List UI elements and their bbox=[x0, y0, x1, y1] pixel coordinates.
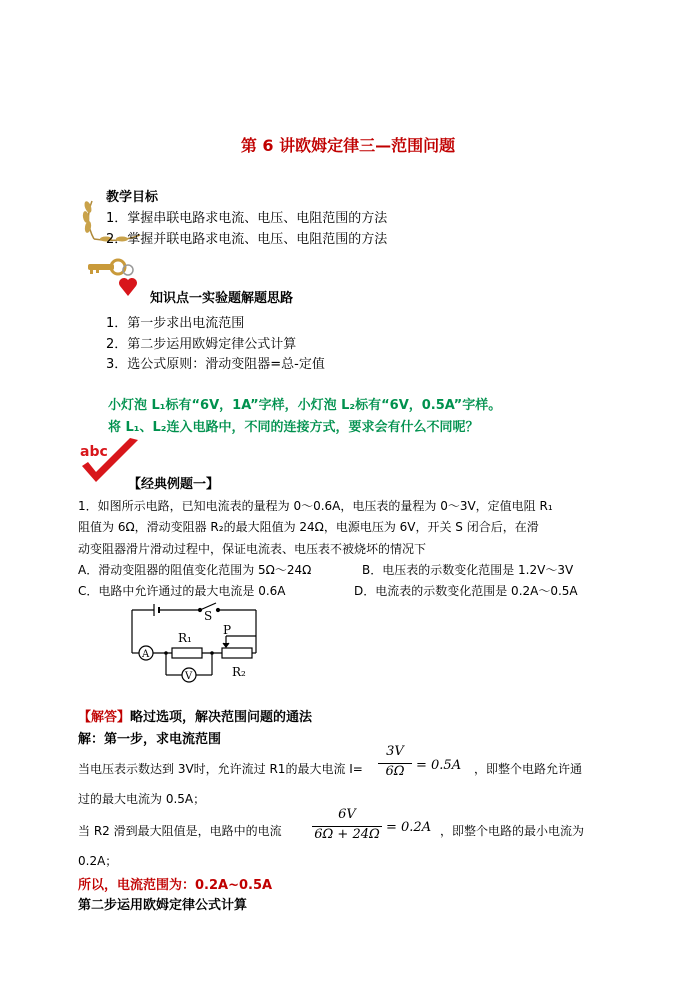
fraction-numerator: 6V bbox=[338, 807, 356, 822]
conclusion: 所以，电流范围为：0.2A~0.5A bbox=[78, 878, 273, 893]
option-b: B．电压表的示数变化范围是 1.2V～3V bbox=[362, 563, 574, 577]
option-a: A．滑动变阻器的阻值变化范围为 5Ω～24Ω bbox=[78, 563, 312, 577]
voltmeter-label: V bbox=[185, 671, 193, 682]
question-line: 阻值为 6Ω，滑动变阻器 R₂的最大阻值为 24Ω，电源电压为 6V，开关 S 闭合后，在滑 bbox=[78, 520, 539, 534]
page-title: 第 6 讲欧姆定律三—范围问题 bbox=[240, 136, 456, 155]
solution-line: 0.2A； bbox=[78, 854, 118, 868]
goal-item: 1．掌握串联电路求电流、电压、电阻范围的方法 bbox=[106, 211, 388, 226]
knowledge-item: 2．第二步运用欧姆定律公式计算 bbox=[106, 337, 297, 352]
fraction-result: = 0.2A bbox=[386, 820, 432, 835]
solution-line: ，即整个电路允许通 bbox=[474, 762, 583, 776]
knowledge-heading: 知识点一实验题解题思路 bbox=[150, 291, 294, 306]
key-heart-icon bbox=[84, 254, 144, 298]
note-line: 小灯泡 L₁标有“6V，1A”字样，小灯泡 L₂标有“6V，0.5A”字样。 bbox=[108, 398, 502, 413]
solution-line: ，即整个电路的最小电流为 bbox=[440, 824, 585, 838]
step-two: 第二步运用欧姆定律公式计算 bbox=[78, 898, 248, 913]
fraction-denominator: 6Ω + 24Ω bbox=[314, 827, 380, 842]
knowledge-item: 3．选公式原则：滑动变阻器=总-定值 bbox=[106, 357, 325, 372]
circuit-diagram bbox=[126, 598, 266, 690]
answer-heading: 略过选项，解决范围问题的通法 bbox=[130, 710, 313, 725]
ammeter-label: A bbox=[142, 649, 150, 660]
fraction-numerator: 3V bbox=[386, 744, 404, 759]
option-d: D．电流表的示数变化范围是 0.2A～0.5A bbox=[354, 584, 578, 598]
r1-label: R₁ bbox=[178, 631, 192, 645]
option-c: C．电路中允许通过的最大电流是 0.6A bbox=[78, 584, 286, 598]
goals-heading: 教学目标 bbox=[106, 190, 159, 205]
switch-label: S bbox=[204, 609, 213, 623]
fraction-denominator: 6Ω bbox=[385, 764, 405, 779]
question-line: 动变阻器滑片滑动过程中，保证电流表、电压表不被烧坏的情况下 bbox=[78, 542, 427, 556]
solution-line: 过的最大电流为 0.5A； bbox=[78, 792, 206, 806]
solution-line: 当电压表示数达到 3V时，允许流过 R1的最大电流 I= bbox=[78, 762, 363, 776]
fraction-min-current bbox=[312, 807, 382, 842]
fraction-result: = 0.5A bbox=[416, 758, 462, 773]
goal-item: 2．掌握并联电路求电流、电压、电阻范围的方法 bbox=[106, 232, 388, 247]
question-line: 1．如图所示电路，已知电流表的量程为 0～0.6A，电压表的量程为 0～3V，定值电阻 R₁ bbox=[78, 499, 553, 513]
abc-badge: abc bbox=[80, 444, 108, 460]
fraction-max-current bbox=[378, 744, 412, 779]
knowledge-item: 1．第一步求出电流范围 bbox=[106, 316, 245, 331]
example-heading: 【经典例题一】 bbox=[128, 477, 220, 492]
note-line: 将 L₁、L₂连入电路中，不同的连接方式，要求会有什么不同呢？ bbox=[108, 420, 479, 435]
r2-label: R₂ bbox=[232, 665, 246, 679]
solution-line: 当 R2 滑到最大阻值是，电路中的电流 bbox=[78, 824, 282, 838]
answer-tag: 【解答】 bbox=[78, 710, 131, 725]
p-label: P bbox=[223, 623, 232, 637]
step-one: 解：第一步，求电流范围 bbox=[78, 732, 222, 747]
